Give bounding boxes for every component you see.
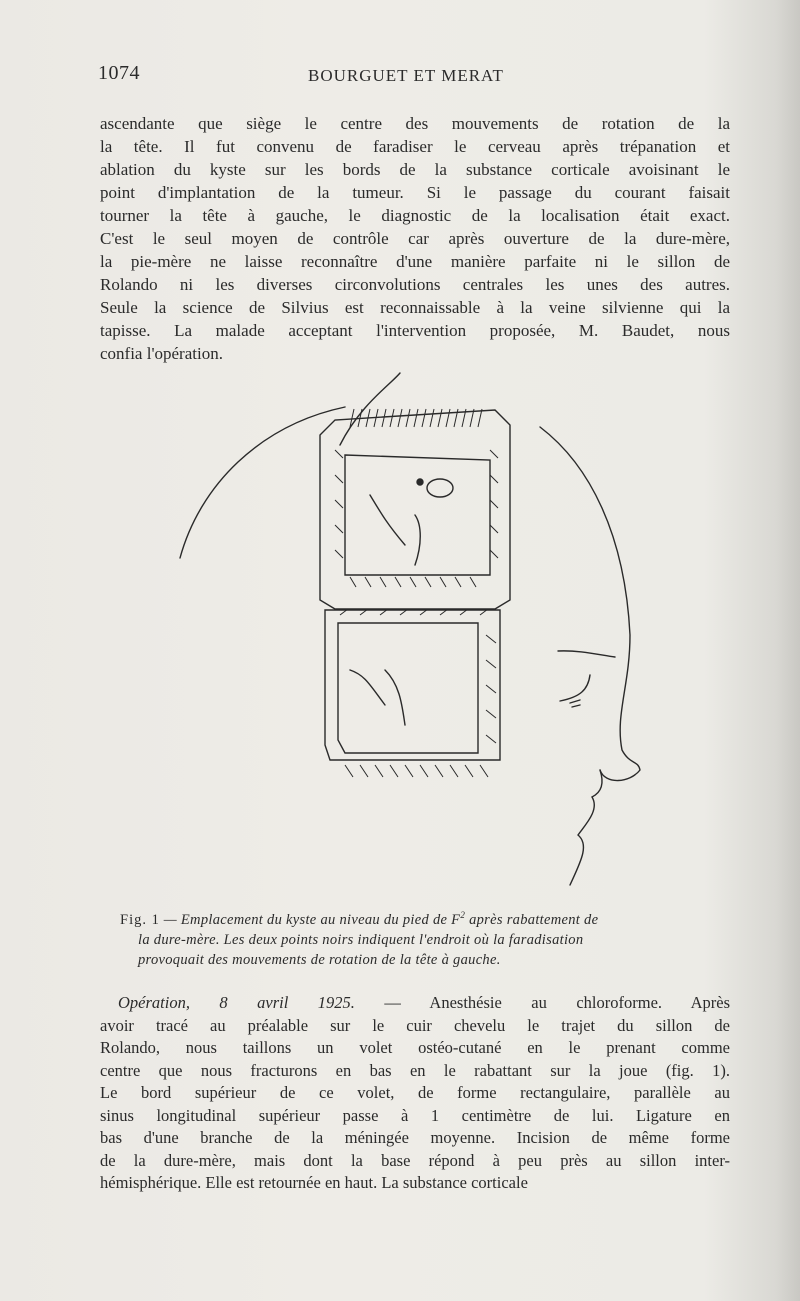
caption-text: la dure-mère. Les deux points noirs indiquent l'endroit où la faradisation	[138, 931, 584, 948]
page-number: 1074	[98, 62, 140, 84]
paragraph-intro	[100, 112, 730, 365]
text-line: de la dure-mère, mais dont la base répond à peu près au sillon inter-	[100, 1150, 730, 1170]
text-line: tourner la tête à gauche, le diagnostic de la localisation était exact.	[100, 206, 730, 225]
text-line: tapisse. La malade acceptant l'intervention proposée, M. Baudet, nous	[100, 321, 730, 340]
text-line: bas d'une branche de la méningée moyenne. Incision de même forme	[100, 1128, 730, 1147]
text-line: la pie-mère ne laisse reconnaître d'une manière parfaite ni le sillon de	[100, 252, 730, 271]
text-line: la tête. Il fut convenu de faradiser le cerveau après trépanation et	[100, 137, 730, 156]
figure-label: Fig. 1	[120, 911, 160, 928]
skull-outline	[180, 407, 640, 781]
text-line: ablation du kyste sur les bords de la substance corticale avoisinant le	[100, 160, 730, 179]
text-line: C'est le seul moyen de contrôle car après ouverture de la dure-mère,	[100, 229, 730, 248]
text-line: hémisphérique. Elle est retournée en haut. La substance corticale	[100, 1173, 528, 1192]
bone-flap-lower	[325, 610, 500, 760]
surgical-figure	[160, 365, 660, 900]
figure-caption	[120, 905, 730, 970]
caption-text: Emplacement du kyste au niveau du pied de F	[180, 911, 461, 928]
caption-text: après rabattement de	[465, 911, 599, 928]
text-line: Le bord supérieur de ce volet, de forme rectangulaire, parallèle au	[100, 1083, 730, 1102]
text-line	[100, 992, 730, 1015]
text-line: Seule la science de Silvius est reconnaissable à la veine silvienne qui la	[100, 298, 730, 317]
black-point-icon	[417, 479, 423, 485]
face-profile	[570, 770, 602, 885]
flap-outer	[320, 410, 510, 609]
text-line: point d'implantation de la tumeur. Si le passage du courant faisait	[100, 183, 730, 202]
section-title: Opération, 8 avril 1925.	[118, 993, 355, 1012]
text-line: ascendante que siège le centre des mouvements de rotation de la	[100, 114, 730, 133]
faradisation-point	[427, 479, 453, 497]
bone-flap-inner	[338, 623, 478, 753]
caption-superscript: 2	[460, 910, 466, 920]
text-line: sinus longitudinal supérieur passe à 1 centimètre de lui. Ligature en	[100, 1105, 730, 1125]
running-head: BOURGUET ET MERAT	[308, 66, 504, 85]
page-header	[98, 62, 738, 92]
brain-sulcus-lower	[350, 670, 405, 725]
section-title-suffix: — Anesthésie au chloroforme. Après	[354, 993, 730, 1012]
paragraph-operation	[100, 992, 730, 1195]
ear-icon	[558, 651, 615, 701]
caption-text: provoquait des mouvements de rotation de la tête à gauche.	[138, 951, 501, 968]
text-line: Rolando, nous taillons un volet ostéo-cutané en le prenant comme	[100, 1038, 730, 1057]
text-line: Rolando ni les diverses circonvolutions centrales les unes des autres.	[100, 275, 730, 294]
brain-sulcus-upper	[370, 495, 420, 565]
text-line: confia l'opération.	[100, 344, 223, 363]
text-line: avoir tracé au préalable sur le cuir chevelu le trajet du sillon de	[100, 1015, 730, 1035]
text-line: centre que nous fracturons en bas en le rabattant sur la joue (fig. 1).	[100, 1060, 730, 1080]
caption-dash: —	[159, 911, 181, 928]
